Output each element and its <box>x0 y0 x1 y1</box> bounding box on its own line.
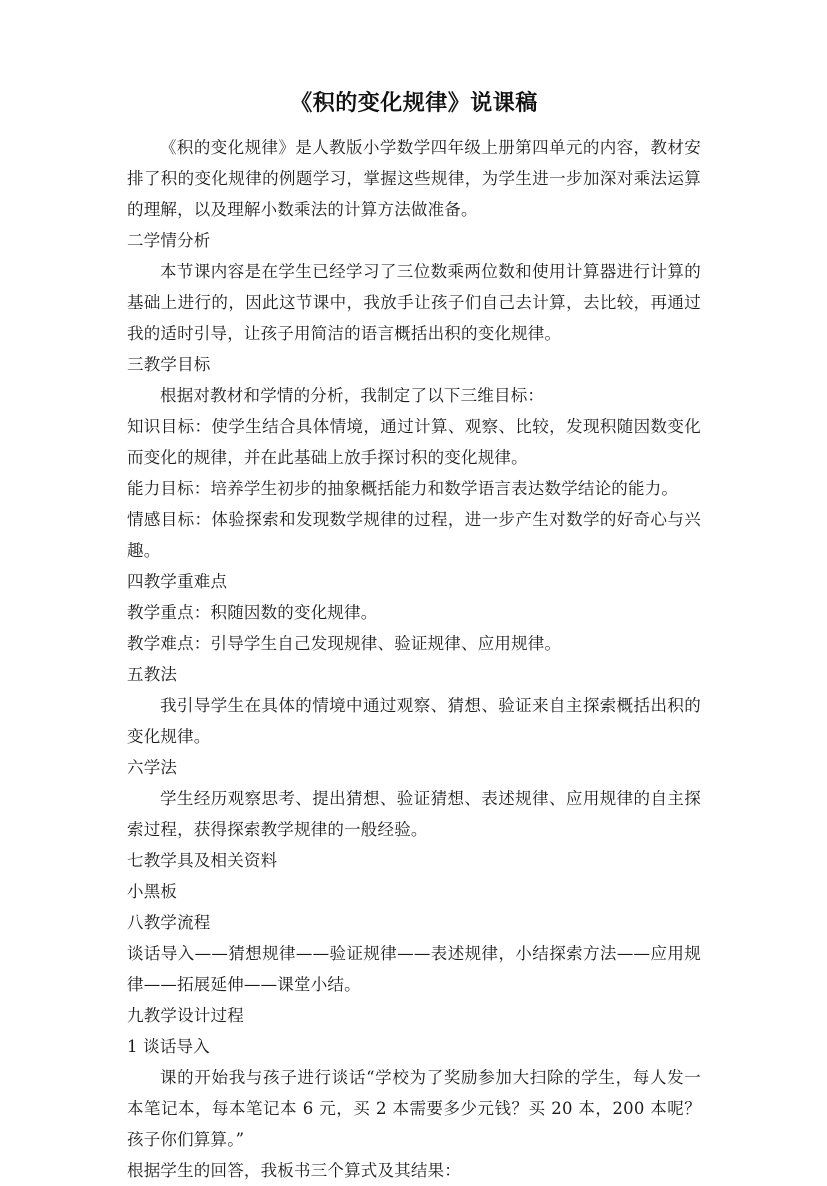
paragraph-teaching-flow: 谈话导入——猜想规律——验证规律——表述规律，小结探索方法——应用规律——拓展延伸——课堂小结。 <box>127 944 701 994</box>
heading-key-difficult-points: 四教学重难点 <box>127 572 228 591</box>
heading-teaching-method: 五教法 <box>127 665 178 684</box>
heading-learning-method: 六学法 <box>127 758 178 777</box>
paragraph-step-1-board-writing: 根据学生的回答，我板书三个算式及其结果： <box>127 1161 461 1180</box>
page-title: 《积的变化规律》说课稿 <box>290 90 538 116</box>
heading-teaching-objectives: 三教学目标 <box>127 355 211 374</box>
heading-step-1-talk-intro: 1 谈话导入 <box>127 1037 210 1056</box>
paragraph-knowledge-goal: 知识目标：使学生结合具体情境，通过计算、观察、比较，发现积随因数变化而变化的规律，并在此基础上放手探讨积的变化规律。 <box>127 417 701 467</box>
paragraph-objectives-lead: 根据对教材和学情的分析，我制定了以下三维目标： <box>160 386 545 405</box>
paragraph-step-1-dialogue: 课的开始我与孩子进行谈话“学校为了奖励参加大扫除的学生，每人发一本笔记本，每本笔记本 6 元，买 2 本需要多少元钱？买 20 本，200 本呢？孩子你们算算。” <box>127 1068 701 1149</box>
paragraph-key-point: 教学重点：积随因数的变化规律。 <box>127 603 378 622</box>
heading-teaching-aids: 七教学具及相关资料 <box>127 851 278 870</box>
heading-student-analysis: 二学情分析 <box>127 231 211 250</box>
paragraph-student-analysis: 本节课内容是在学生已经学习了三位数乘两位数和使用计算器进行计算的基础上进行的，因此这节课中，我放手让孩子们自己去计算，去比较，再通过我的适时引导，让孩子用简洁的语言概括出积的变化规律。 <box>127 262 701 343</box>
heading-teaching-flow: 八教学流程 <box>127 913 211 932</box>
paragraph-emotion-goal: 情感目标：体验探索和发现数学规律的过程，进一步产生对数学的好奇心与兴趣。 <box>127 510 701 560</box>
paragraph-learning-method: 学生经历观察思考、提出猜想、验证猜想、表述规律、应用规律的自主探索过程，获得探索教学规律的一般经验。 <box>127 789 701 839</box>
paragraph-intro: 《积的变化规律》是人教版小学数学四年级上册第四单元的内容，教材安排了积的变化规律的例题学习，掌握这些规律，为学生进一步加深对乘法运算的理解，以及理解小数乘法的计算方法做准备。 <box>127 138 701 219</box>
paragraph-teaching-method: 我引导学生在具体的情境中通过观察、猜想、验证来自主探索概括出积的变化规律。 <box>127 696 701 746</box>
paragraph-ability-goal: 能力目标：培养学生初步的抽象概括能力和数学语言表达数学结论的能力。 <box>127 479 679 498</box>
paragraph-difficult-point: 教学难点：引导学生自己发现规律、验证规律、应用规律。 <box>127 634 562 653</box>
document-body <box>127 86 701 1186</box>
heading-design-process: 九教学设计过程 <box>127 1006 244 1025</box>
paragraph-teaching-aids: 小黑板 <box>127 882 178 901</box>
